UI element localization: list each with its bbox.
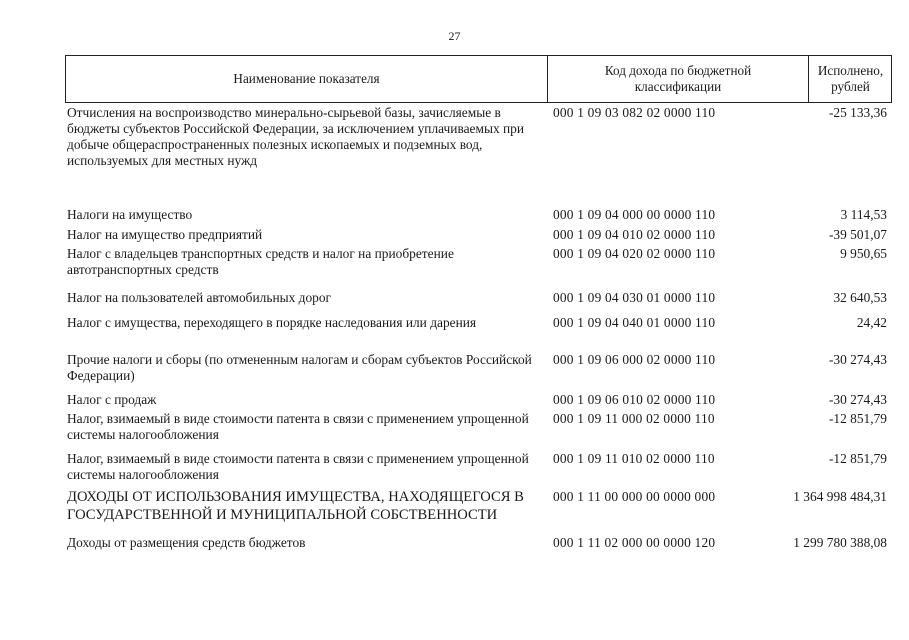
- row-name: Налог с продаж: [67, 392, 157, 407]
- row-name: Отчисления на воспроизводство минерально-сырьевой базы, зачисляемые в бюджеты субъектов Российской Федерации, за исключением уплачиваемых при добыче общераспространенных полезных ископаемых и подземных вод, используемых для местных нужд: [67, 105, 525, 168]
- row-name: Налог с владельцев транспортных средств и налог на приобретение автотранспортных средств: [67, 246, 454, 277]
- row-name: Налог на имущество предприятий: [67, 227, 263, 242]
- row-name: Налоги на имущество: [67, 207, 193, 222]
- row-code: 000 1 09 11 000 02 0000 110: [553, 411, 715, 426]
- row-code: 000 1 11 00 000 00 0000 000: [553, 489, 716, 504]
- row-amount: 1 364 998 484,31: [793, 489, 887, 504]
- page-number: 27: [448, 29, 461, 43]
- row-name: Доходы от размещения средств бюджетов: [67, 535, 306, 550]
- row-amount: -30 274,43: [828, 392, 887, 407]
- row-code: 000 1 09 06 000 02 0000 110: [553, 352, 716, 367]
- row-code: 000 1 09 03 082 02 0000 110: [553, 105, 716, 120]
- row-code: 000 1 09 06 010 02 0000 110: [553, 392, 716, 407]
- row-amount: -30 274,43: [828, 352, 887, 367]
- header-code-line2: классификации: [634, 79, 722, 94]
- header-code-column: [547, 56, 808, 102]
- row-amount: -39 501,07: [828, 227, 887, 242]
- row-amount: 9 950,65: [840, 246, 887, 261]
- row-code: 000 1 11 02 000 00 0000 120: [553, 535, 716, 550]
- row-name: Налог на пользователей автомобильных дорог: [67, 290, 332, 305]
- row-amount: -12 851,79: [828, 411, 887, 426]
- row-code: 000 1 09 11 010 02 0000 110: [553, 451, 715, 466]
- row-amount: -12 851,79: [828, 451, 887, 466]
- row-code: 000 1 09 04 030 01 0000 110: [553, 290, 716, 305]
- row-name: Налог, взимаемый в виде стоимости патента в связи с применением упрощенной системы налогообложения: [67, 411, 529, 442]
- row-code: 000 1 09 04 010 02 0000 110: [553, 227, 716, 242]
- row-amount: -25 133,36: [828, 105, 887, 120]
- row-name: Налог, взимаемый в виде стоимости патента в связи с применением упрощенной системы налогообложения: [67, 451, 529, 482]
- row-code: 000 1 09 04 020 02 0000 110: [553, 246, 716, 261]
- table-header: [65, 55, 892, 103]
- row-name: Налог с имущества, переходящего в порядке наследования или дарения: [67, 315, 477, 330]
- header-code-line1: Код дохода по бюджетной: [604, 63, 752, 78]
- row-name: Прочие налоги и сборы (по отмененным налогам и сборам субъектов Российской Федерации): [67, 352, 532, 383]
- row-amount: 32 640,53: [833, 290, 887, 305]
- row-amount: 24,42: [856, 315, 887, 330]
- header-amount-column: Исполнено, рублей: [808, 56, 892, 102]
- row-code: 000 1 09 04 040 01 0000 110: [553, 315, 716, 330]
- row-code: 000 1 09 04 000 00 0000 110: [553, 207, 716, 222]
- header-name-column: Наименование показателя: [233, 71, 380, 86]
- row-amount: 3 114,53: [840, 207, 887, 222]
- row-amount: 1 299 780 388,08: [793, 535, 887, 550]
- row-name: ДОХОДЫ ОТ ИСПОЛЬЗОВАНИЯ ИМУЩЕСТВА, НАХОДЯЩЕГОСЯ В ГОСУДАРСТВЕННОЙ И МУНИЦИПАЛЬНОЙ СОБСТВЕННОСТИ: [67, 489, 524, 523]
